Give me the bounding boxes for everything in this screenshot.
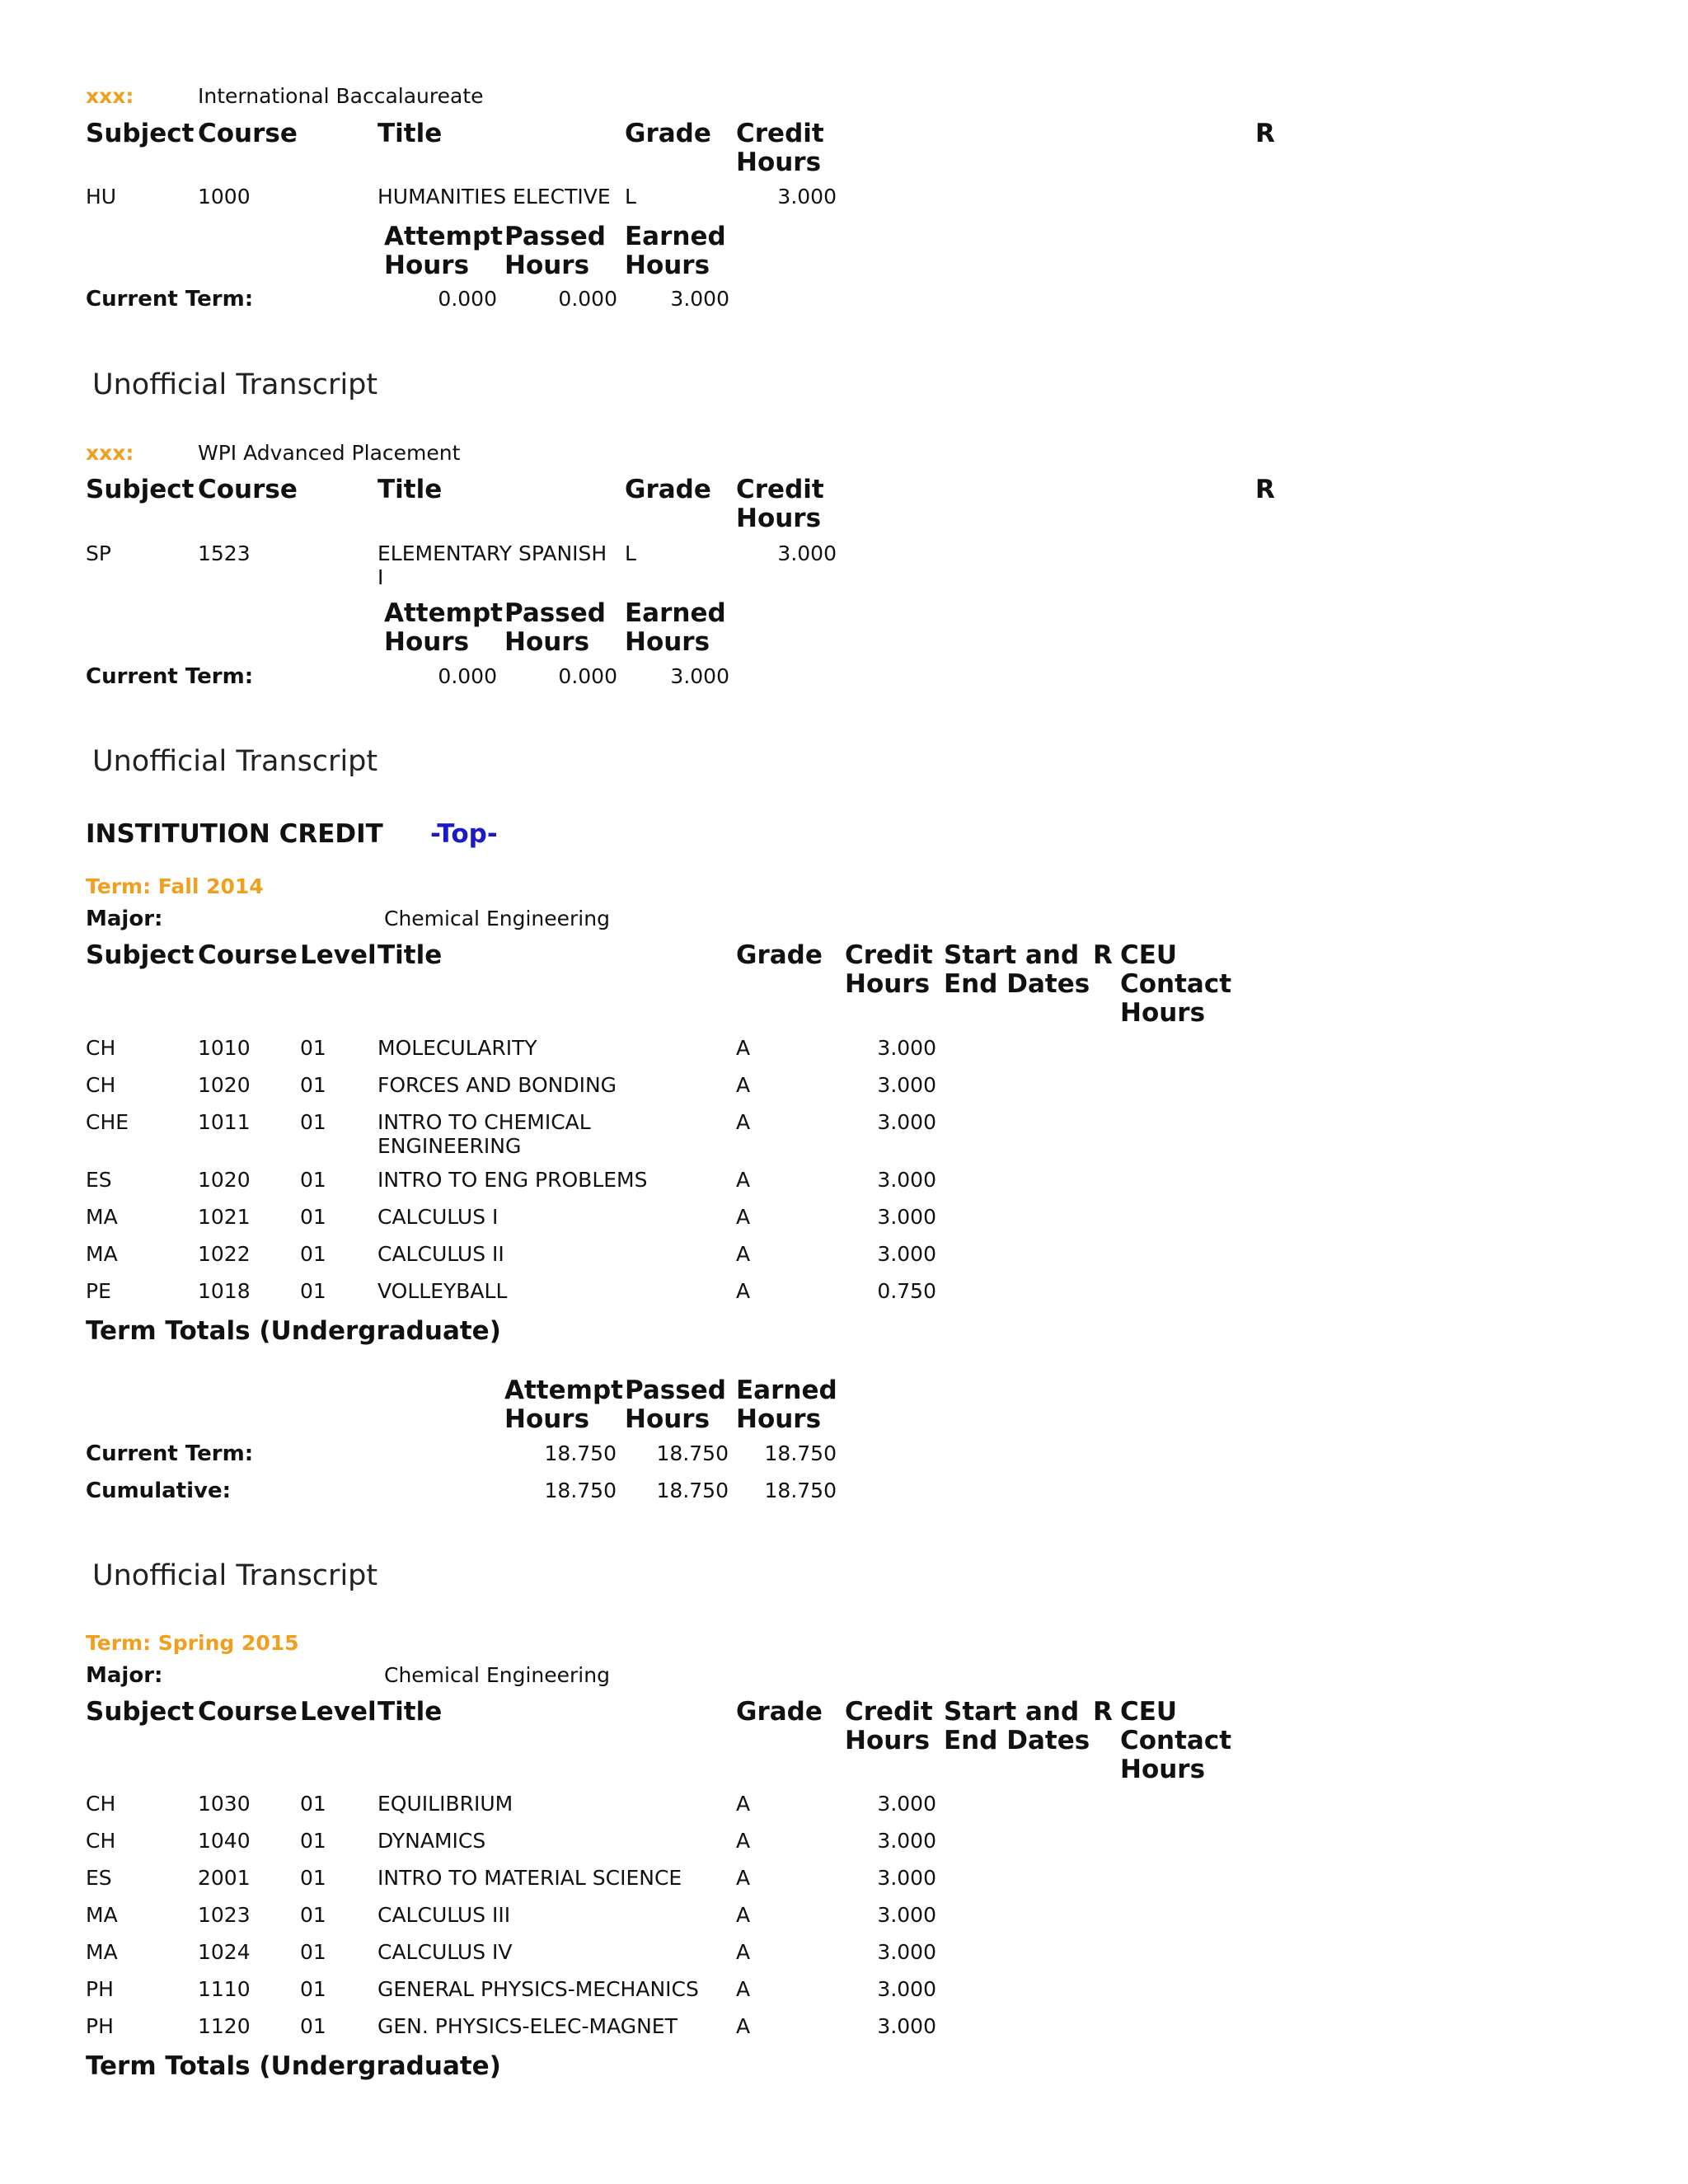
current-term-passed: 18.750 xyxy=(656,1441,729,1465)
header-title: Title xyxy=(377,940,443,970)
current-term-label: Current Term: xyxy=(86,1441,254,1466)
row-credit: 3.000 xyxy=(877,1903,936,1927)
header-course: Course xyxy=(198,475,298,504)
header-ceu-contact: Contact xyxy=(1120,969,1232,999)
row-course: 1022 xyxy=(198,1242,251,1266)
header-credit-hours: Hours xyxy=(845,1726,931,1755)
current-term-attempt: 0.000 xyxy=(438,664,497,688)
major-value: Chemical Engineering xyxy=(384,1663,610,1687)
header-level: Level xyxy=(300,940,377,970)
row-grade: L xyxy=(625,541,636,565)
row-credit: 3.000 xyxy=(877,2014,936,2038)
header-r: R xyxy=(1093,1697,1113,1727)
header-subject: Subject xyxy=(86,940,195,970)
row-level: 01 xyxy=(300,1279,326,1303)
header-title: Title xyxy=(377,475,443,504)
row-credit: 3.000 xyxy=(877,1977,936,2001)
row-level: 01 xyxy=(300,1903,326,1927)
totals-earned-hours: Hours xyxy=(625,251,710,280)
totals-attempt-hours: Hours xyxy=(384,627,470,657)
major-label: Major: xyxy=(86,907,163,931)
row-title: INTRO TO ENG PROBLEMS xyxy=(377,1168,648,1192)
row-credit: 3.000 xyxy=(877,1242,936,1266)
header-ceu-hours: Hours xyxy=(1120,998,1206,1028)
totals-earned-hours: Hours xyxy=(625,627,710,657)
header-credit-hours: Hours xyxy=(736,148,822,177)
row-course: 1021 xyxy=(198,1205,251,1229)
row-level: 01 xyxy=(300,1073,326,1097)
source-label: xxx: xyxy=(86,441,134,465)
row-level: 01 xyxy=(300,1940,326,1964)
row-title: CALCULUS II xyxy=(377,1242,504,1266)
header-credit-hours: Hours xyxy=(845,969,931,999)
page-title: Unofficial Transcript xyxy=(92,745,378,778)
row-title: INTRO TO MATERIAL SCIENCE xyxy=(377,1866,682,1890)
row-subject: CHE xyxy=(86,1110,129,1134)
top-link[interactable]: -Top- xyxy=(430,819,498,849)
row-level: 01 xyxy=(300,1110,326,1134)
current-term-attempt: 0.000 xyxy=(438,287,497,311)
totals-attempt-header: Attempt xyxy=(384,222,503,251)
row-grade: A xyxy=(736,1940,751,1964)
header-credit: Credit xyxy=(736,119,824,148)
row-title: EQUILIBRIUM xyxy=(377,1792,513,1816)
cumulative-earned: 18.750 xyxy=(764,1479,837,1502)
major-label: Major: xyxy=(86,1663,163,1688)
row-subject: CH xyxy=(86,1792,116,1816)
totals-earned-header: Earned xyxy=(625,598,726,628)
row-grade: A xyxy=(736,1829,751,1853)
institution-credit-heading: INSTITUTION CREDIT xyxy=(86,819,383,849)
row-grade: A xyxy=(736,1242,751,1266)
row-subject: CH xyxy=(86,1829,116,1853)
header-r: R xyxy=(1255,119,1275,148)
row-credit: 3.000 xyxy=(877,1866,936,1890)
row-grade: A xyxy=(736,1205,751,1229)
cumulative-label: Cumulative: xyxy=(86,1479,231,1503)
row-credit: 0.750 xyxy=(877,1279,936,1303)
row-credit: 3.000 xyxy=(877,1792,936,1816)
row-level: 01 xyxy=(300,1168,326,1192)
row-level: 01 xyxy=(300,1242,326,1266)
row-grade: A xyxy=(736,1279,751,1303)
header-course: Course xyxy=(198,940,298,970)
page-title: Unofficial Transcript xyxy=(92,1559,378,1592)
cumulative-attempt: 18.750 xyxy=(544,1479,617,1502)
row-credit: 3.000 xyxy=(877,1205,936,1229)
header-level: Level xyxy=(300,1697,377,1727)
term-totals-heading: Term Totals (Undergraduate) xyxy=(86,2051,501,2081)
row-level: 01 xyxy=(300,1205,326,1229)
totals-passed-hours: Hours xyxy=(504,627,590,657)
row-title: CALCULUS IV xyxy=(377,1940,513,1964)
totals-passed-header: Passed xyxy=(504,598,606,628)
row-title: MOLECULARITY xyxy=(377,1036,537,1060)
row-credit: 3.000 xyxy=(877,1940,936,1964)
term-label: Term: Fall 2014 xyxy=(86,874,264,898)
row-credit: 3.000 xyxy=(777,185,837,209)
page-title: Unofficial Transcript xyxy=(92,368,378,401)
row-subject: SP xyxy=(86,541,111,565)
row-grade: A xyxy=(736,1792,751,1816)
row-subject: PH xyxy=(86,2014,114,2038)
header-grade: Grade xyxy=(736,940,823,970)
row-course: 1020 xyxy=(198,1168,251,1192)
row-course: 1018 xyxy=(198,1279,251,1303)
header-ceu: CEU xyxy=(1120,1697,1178,1727)
source-name: WPI Advanced Placement xyxy=(198,441,461,465)
row-title: CALCULUS III xyxy=(377,1903,511,1927)
row-credit: 3.000 xyxy=(877,1110,936,1134)
totals-earned-header: Earned xyxy=(625,222,726,251)
header-title: Title xyxy=(377,119,443,148)
header-r: R xyxy=(1255,475,1275,504)
row-subject: MA xyxy=(86,1903,118,1927)
row-title: GENERAL PHYSICS-MECHANICS xyxy=(377,1977,699,2001)
header-grade: Grade xyxy=(625,119,711,148)
row-course: 1110 xyxy=(198,1977,251,2001)
header-dates: Start and xyxy=(944,940,1080,970)
totals-passed-hours: Hours xyxy=(625,1404,710,1434)
row-grade: A xyxy=(736,2014,751,2038)
row-subject: MA xyxy=(86,1940,118,1964)
totals-attempt-header: Attempt xyxy=(504,1376,623,1405)
row-subject: MA xyxy=(86,1242,118,1266)
current-term-earned: 18.750 xyxy=(764,1441,837,1465)
row-grade: A xyxy=(736,1903,751,1927)
row-title: HUMANITIES ELECTIVE xyxy=(377,185,611,209)
header-credit: Credit xyxy=(845,1697,933,1727)
row-credit: 3.000 xyxy=(777,541,837,565)
row-course: 1020 xyxy=(198,1073,251,1097)
totals-attempt-header: Attempt xyxy=(384,598,503,628)
row-credit: 3.000 xyxy=(877,1168,936,1192)
row-level: 01 xyxy=(300,2014,326,2038)
header-grade: Grade xyxy=(625,475,711,504)
row-grade: L xyxy=(625,185,636,209)
row-level: 01 xyxy=(300,1977,326,2001)
header-title: Title xyxy=(377,1697,443,1727)
row-course: 1024 xyxy=(198,1940,251,1964)
header-grade: Grade xyxy=(736,1697,823,1727)
current-term-attempt: 18.750 xyxy=(544,1441,617,1465)
row-credit: 3.000 xyxy=(877,1073,936,1097)
source-label: xxx: xyxy=(86,84,134,108)
header-dates-end: End Dates xyxy=(944,969,1090,999)
header-course: Course xyxy=(198,1697,298,1727)
totals-attempt-hours: Hours xyxy=(384,251,470,280)
row-credit: 3.000 xyxy=(877,1036,936,1060)
row-title: FORCES AND BONDING xyxy=(377,1073,617,1097)
header-ceu-hours: Hours xyxy=(1120,1755,1206,1784)
term-label: Term: Spring 2015 xyxy=(86,1631,299,1655)
source-name: International Baccalaureate xyxy=(198,84,484,108)
row-grade: A xyxy=(736,1866,751,1890)
row-level: 01 xyxy=(300,1866,326,1890)
row-title: DYNAMICS xyxy=(377,1829,486,1853)
row-course: 1040 xyxy=(198,1829,251,1853)
major-value: Chemical Engineering xyxy=(384,907,610,930)
totals-earned-header: Earned xyxy=(736,1376,837,1405)
header-subject: Subject xyxy=(86,1697,195,1727)
row-title: GEN. PHYSICS-ELEC-MAGNET xyxy=(377,2014,678,2038)
row-course: 1000 xyxy=(198,185,251,209)
current-term-earned: 3.000 xyxy=(670,287,729,311)
row-course: 1523 xyxy=(198,541,251,565)
current-term-passed: 0.000 xyxy=(558,664,617,688)
row-title: CALCULUS I xyxy=(377,1205,499,1229)
header-credit-hours: Hours xyxy=(736,504,822,533)
cumulative-passed: 18.750 xyxy=(656,1479,729,1502)
row-course: 1120 xyxy=(198,2014,251,2038)
header-credit: Credit xyxy=(845,940,933,970)
row-course: 1030 xyxy=(198,1792,251,1816)
row-level: 01 xyxy=(300,1792,326,1816)
row-grade: A xyxy=(736,1073,751,1097)
row-grade: A xyxy=(736,1110,751,1134)
header-ceu: CEU xyxy=(1120,940,1178,970)
row-course: 1011 xyxy=(198,1110,251,1134)
row-subject: MA xyxy=(86,1205,118,1229)
totals-passed-hours: Hours xyxy=(504,251,590,280)
row-subject: PH xyxy=(86,1977,114,2001)
totals-earned-hours: Hours xyxy=(736,1404,822,1434)
row-title: INTRO TO CHEMICAL xyxy=(377,1110,591,1134)
row-grade: A xyxy=(736,1036,751,1060)
row-title: ELEMENTARY SPANISH xyxy=(377,541,607,565)
row-subject: ES xyxy=(86,1866,112,1890)
row-level: 01 xyxy=(300,1036,326,1060)
row-grade: A xyxy=(736,1168,751,1192)
row-course: 2001 xyxy=(198,1866,251,1890)
totals-passed-header: Passed xyxy=(625,1376,726,1405)
totals-passed-header: Passed xyxy=(504,222,606,251)
header-r: R xyxy=(1093,940,1113,970)
row-title-line2: I xyxy=(377,565,384,589)
current-term-passed: 0.000 xyxy=(558,287,617,311)
row-title-line2: ENGINEERING xyxy=(377,1134,522,1158)
header-dates: Start and xyxy=(944,1697,1080,1727)
header-course: Course xyxy=(198,119,298,148)
row-subject: PE xyxy=(86,1279,111,1303)
current-term-earned: 3.000 xyxy=(670,664,729,688)
row-credit: 3.000 xyxy=(877,1829,936,1853)
row-subject: HU xyxy=(86,185,117,209)
row-subject: ES xyxy=(86,1168,112,1192)
row-subject: CH xyxy=(86,1073,116,1097)
current-term-label: Current Term: xyxy=(86,287,254,312)
header-dates-end: End Dates xyxy=(944,1726,1090,1755)
term-totals-heading: Term Totals (Undergraduate) xyxy=(86,1316,501,1346)
totals-attempt-hours: Hours xyxy=(504,1404,590,1434)
row-subject: CH xyxy=(86,1036,116,1060)
row-course: 1023 xyxy=(198,1903,251,1927)
row-course: 1010 xyxy=(198,1036,251,1060)
header-subject: Subject xyxy=(86,119,195,148)
row-level: 01 xyxy=(300,1829,326,1853)
header-ceu-contact: Contact xyxy=(1120,1726,1232,1755)
row-title: VOLLEYBALL xyxy=(377,1279,508,1303)
row-grade: A xyxy=(736,1977,751,2001)
header-credit: Credit xyxy=(736,475,824,504)
current-term-label: Current Term: xyxy=(86,664,254,689)
header-subject: Subject xyxy=(86,475,195,504)
